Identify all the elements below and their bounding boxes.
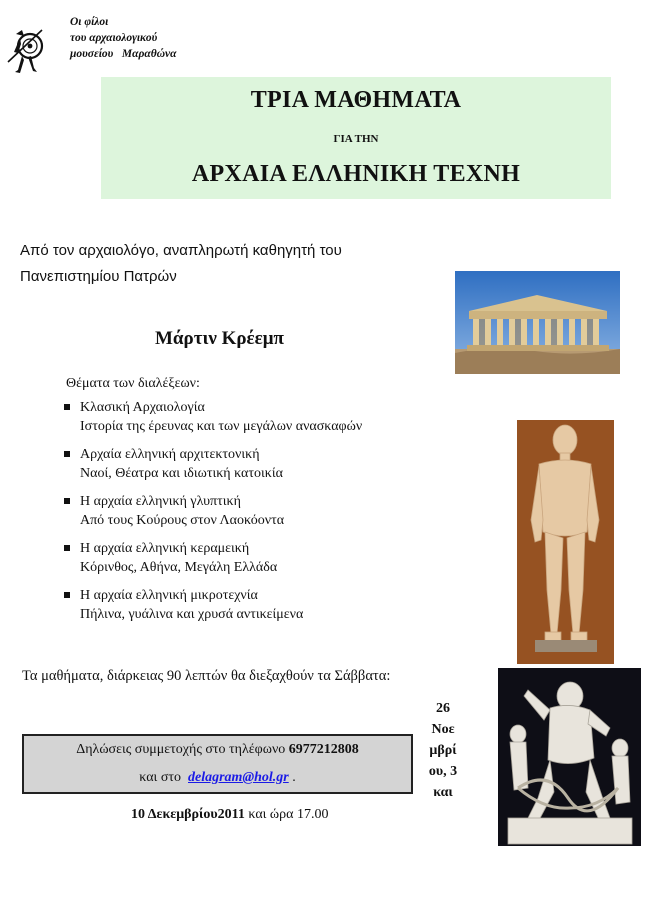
topic-title: Κλασική Αρχαιολογία (80, 400, 205, 415)
org-line-1: Οι φίλοι (70, 16, 109, 28)
contact-line-1 (24, 742, 411, 758)
organization-name (70, 14, 177, 62)
kouros-statue-image (517, 420, 614, 664)
title-line-3: ΑΡΧΑΙΑ ΕΛΛΗΝΙΚΗ ΤΕΧΝΗ (191, 161, 521, 187)
topic-subtitle: Ιστορία της έρευνας και των μεγάλων ανασκαφών (80, 419, 363, 434)
contact-label: Δηλώσεις συμμετοχής στο τηλέφωνο (76, 742, 286, 757)
bullet-icon (64, 451, 70, 457)
topic-title: Η αρχαία ελληνική κεραμεική (80, 541, 250, 556)
topics-list (64, 398, 362, 633)
final-date-time: και ώρα 17.00 (248, 807, 329, 822)
title-line-2: ΓΙΑ ΤΗΝ (333, 133, 379, 145)
list-item (64, 539, 362, 577)
dates-side-line-2: Νοε (431, 722, 455, 737)
dates-side-line-1: 26 (436, 701, 450, 716)
org-line-3: μουσείου Μαραθώνα (70, 48, 177, 60)
dates-side-line-3: μβρί (429, 743, 457, 758)
lecturer-name: Μάρτιν Κρέεμπ (155, 328, 284, 349)
intro-text (20, 238, 342, 290)
topic-subtitle: Κόρινθος, Αθήνα, Μεγάλη Ελλάδα (80, 560, 278, 575)
email-period: . (292, 770, 296, 785)
dates-side-text (418, 698, 468, 803)
topic-title: Η αρχαία ελληνική γλυπτική (80, 494, 241, 509)
list-item (64, 398, 362, 436)
title-line-1: ΤΡΙΑ ΜΑΘΗΜΑΤΑ (250, 87, 462, 113)
email-label: και στο (139, 770, 181, 785)
topic-subtitle: Ναοί, Θέατρα και ιδιωτική κατοικία (80, 466, 283, 481)
topics-heading: Θέματα των διαλέξεων: (66, 376, 200, 391)
final-date (131, 807, 328, 823)
topic-title: Αρχαία ελληνική αρχιτεκτονική (80, 447, 260, 462)
intro-line-1: Από τον αρχαιολόγο, αναπληρωτή καθηγητή του (20, 242, 342, 259)
list-item (64, 445, 362, 483)
org-line-2: του αρχαιολογικού (70, 32, 158, 44)
topic-subtitle: Πήλινα, γυάλινα και χρυσά αντικείμενα (80, 607, 304, 622)
email-link[interactable]: delagram@hol.gr (188, 770, 289, 785)
title-box (101, 77, 611, 199)
final-date-date: 10 Δεκεμβρίου2011 (131, 807, 245, 822)
list-item (64, 492, 362, 530)
contact-box (22, 734, 413, 794)
contact-line-2 (24, 770, 411, 786)
schedule-text: Τα μαθήματα, διάρκειας 90 λεπτών θα διεξαχθούν τα Σάββατα: (22, 668, 391, 684)
dates-side-line-4: ου, 3 (428, 764, 458, 779)
list-item (64, 586, 362, 624)
intro-line-2: Πανεπιστημίου Πατρών (20, 268, 177, 285)
topic-subtitle: Από τους Κούρους στον Λαοκόοντα (80, 513, 285, 528)
bullet-icon (64, 404, 70, 410)
dates-side-line-5: και (433, 785, 453, 800)
bullet-icon (64, 592, 70, 598)
parthenon-image (455, 271, 620, 374)
phone-number[interactable]: 6977212808 (288, 742, 359, 757)
warrior-shield-icon (6, 26, 46, 76)
topic-title: Η αρχαία ελληνική μικροτεχνία (80, 588, 258, 603)
bullet-icon (64, 498, 70, 504)
laocoon-statue-image (498, 668, 641, 846)
bullet-icon (64, 545, 70, 551)
